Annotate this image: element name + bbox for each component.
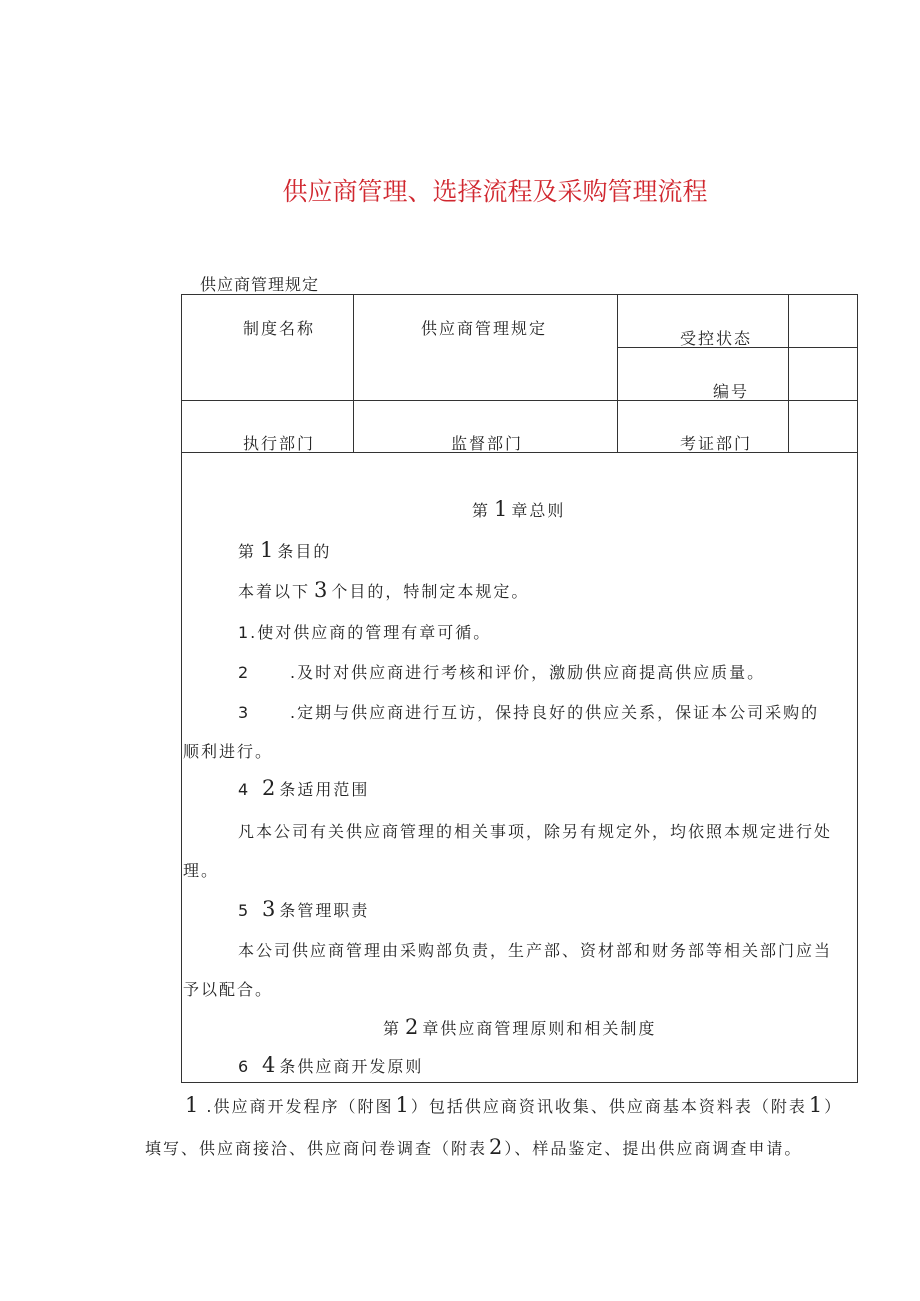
number-label: 编号: [713, 382, 750, 401]
control-status-label: 受控状态: [680, 329, 753, 348]
table-divider: [181, 400, 857, 401]
list-item: 3 .定期与供应商进行互访，保持良好的供应关系，保证本公司采购的: [238, 703, 820, 722]
table-divider: [617, 294, 618, 452]
list-item: 1.使对供应商的管理有章可循。: [238, 623, 492, 642]
list-item-continuation: 顺利进行。: [183, 742, 274, 761]
chapter-1-heading: 第 1 章总则: [472, 497, 566, 521]
exec-dept-label: 执行部门: [243, 434, 316, 453]
supervise-dept-label: 监督部门: [451, 434, 524, 453]
document-title: 供应商管理、选择流程及采购管理流程: [282, 177, 708, 206]
paragraph-continuation: 理。: [183, 861, 220, 880]
name-label: 制度名称: [243, 319, 316, 338]
article-4-heading: 6 4 条供应商开发原则: [238, 1053, 424, 1077]
verify-dept-label: 考证部门: [680, 434, 753, 453]
paragraph-continuation: 予以配合。: [183, 980, 274, 999]
name-value: 供应商管理规定: [421, 319, 548, 338]
article-2-heading: 4 2 条适用范围: [238, 776, 370, 800]
article-1-heading: 第 1 条目的: [238, 538, 332, 562]
paragraph: 本着以下 3 个目的，特制定本规定。: [238, 578, 530, 602]
table-divider: [353, 294, 354, 452]
section-subtitle: 供应商管理规定: [200, 275, 320, 294]
chapter-2-heading: 第 2 章供应商管理原则和相关制度: [383, 1015, 657, 1039]
table-divider: [788, 294, 789, 452]
paragraph-continuation: 填写、供应商接洽、供应商问卷调查（附表2 ）、样品鉴定、提出供应商调查申请。: [145, 1135, 803, 1159]
paragraph: 本公司供应商管理由采购部负责，生产部、资材部和财务部等相关部门应当: [238, 941, 833, 960]
paragraph: 凡本公司有关供应商管理的相关事项，除另有规定外，均依照本规定进行处: [238, 822, 833, 841]
paragraph: 1 .供应商开发程序（附图1 ）包括供应商资讯收集、供应商基本资料表（附表1 ）: [185, 1093, 843, 1117]
list-item: 2 .及时对供应商进行考核和评价，激励供应商提高供应质量。: [238, 663, 766, 682]
regulation-table: [181, 294, 858, 1083]
article-3-heading: 5 3 条管理职责: [238, 897, 370, 921]
